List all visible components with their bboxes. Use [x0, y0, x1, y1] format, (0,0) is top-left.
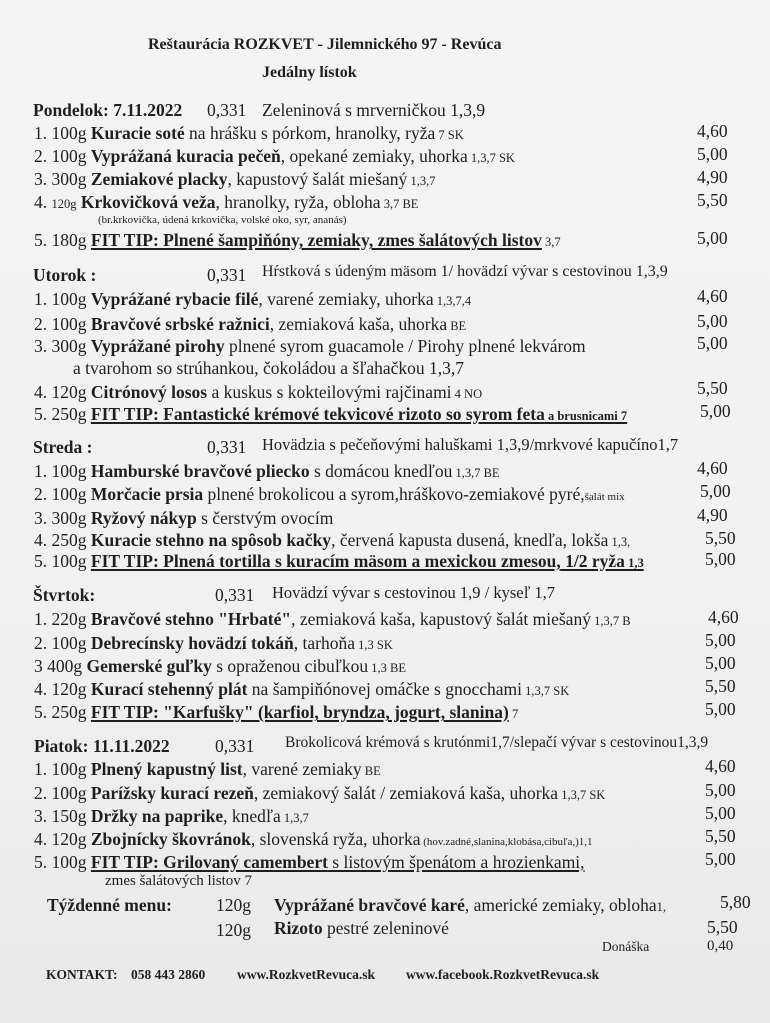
item-name: Zbojnícky škovránok [90, 829, 251, 849]
item-allergens: 1,3 SK [355, 638, 393, 652]
item-weight: 180g [51, 230, 87, 250]
item-name: Ryžový nákyp [90, 508, 197, 528]
item-allergens: 7 [508, 707, 519, 721]
item-number: 2. [34, 146, 48, 166]
menu-item-fit-tip [34, 404, 627, 425]
soup-volume: 0,331 [207, 100, 247, 120]
item-number: 4. [34, 192, 48, 212]
item-allergens: 4 NO [451, 387, 483, 401]
menu-item [34, 382, 482, 403]
item-price: 4,60 [705, 756, 736, 776]
item-allergens: 7 SK [435, 128, 464, 142]
item-price: 5,00 [700, 401, 731, 421]
menu-item-fit-tip [34, 702, 518, 723]
item-number: 3. [34, 336, 48, 356]
item-allergens: BE [361, 764, 381, 778]
menu-item [34, 146, 515, 167]
menu-item-fit-tip [34, 230, 561, 251]
item-price: 5,00 [697, 144, 728, 164]
item-side: , varené zemiaky, uhorka [258, 289, 434, 309]
menu-item [34, 461, 500, 482]
item-number: 5. [34, 551, 48, 571]
menu-item [34, 609, 631, 630]
item-weight: 250g [51, 530, 87, 550]
item-side: na hrášku s pórkom, hranolky, ryža [184, 123, 436, 143]
item-side: s domácou knedľou [309, 461, 453, 481]
item-side: , tarhoňa [293, 633, 356, 653]
item-name: Bravčové stehno "Hrbaté" [90, 609, 292, 629]
soup-volume: 0,331 [207, 437, 247, 457]
item-name: FIT TIP: "Karfušky" (karfiol, bryndza, jogurt, slanina) [90, 702, 509, 722]
item-weight: 100g [51, 852, 87, 872]
item-name: Kuracie stehno na spôsob kačky [90, 530, 332, 550]
item-name: Vyprážané pirohy [90, 336, 225, 356]
day-label: Streda : [33, 437, 93, 457]
item-side: na šampiňónovej omáčke s gnocchami [247, 679, 522, 699]
weekly-menu-label: Týždenné menu: [47, 895, 172, 915]
item-allergens: 1,3,7 SK [522, 684, 570, 698]
day-label: Utorok : [33, 265, 97, 285]
item-allergens: 1,3 BE [368, 661, 407, 675]
contact-facebook-link[interactable]: www.facebook.RozkvetRevuca.sk [406, 967, 600, 982]
restaurant-header: Reštaurácia ROZKVET - Jilemnického 97 - Revúca [148, 36, 502, 53]
item-number: 4. [34, 382, 48, 402]
menu-item [34, 192, 418, 213]
weekly-item-weight: 120g [216, 920, 251, 940]
item-side: plnené brokolicou a syrom,hráškovo-zemiakové pyré, [203, 484, 585, 504]
soup-volume: 0,331 [215, 585, 255, 605]
item-price: 5,00 [705, 780, 736, 800]
menu-item [34, 484, 625, 505]
item-price: 5,00 [705, 549, 736, 569]
item-price: 4,90 [697, 505, 728, 525]
item-name: Hamburské bravčové pliecko [90, 461, 310, 481]
contact-website-link[interactable]: www.RozkvetRevuca.sk [237, 967, 375, 982]
item-side: s opraženou cibuľkou [211, 656, 369, 676]
menu-item [34, 656, 406, 677]
menu-item [34, 289, 471, 310]
item-number: 1. [34, 609, 48, 629]
item-price: 5,50 [705, 676, 736, 696]
item-number: 5. [34, 852, 48, 872]
item-number: 2. [34, 484, 48, 504]
item-price: 5,80 [720, 892, 751, 912]
item-allergens: 1,3,7 [280, 811, 309, 825]
item-weight: 300g [51, 336, 87, 356]
item-side: , knedľa [223, 806, 281, 826]
delivery-price: 0,40 [707, 938, 734, 954]
weekly-item [274, 918, 449, 939]
item-weight: 120g [51, 197, 77, 211]
item-side: s čerstvým ovocím [196, 508, 334, 528]
item-price: 5,50 [697, 378, 728, 398]
item-note: zmes šalátových listov 7 [105, 873, 253, 889]
item-number: 1. [34, 461, 48, 481]
menu-item [34, 829, 593, 850]
soup-of-the-day: Hŕstková s údeným mäsom 1/ hovädzí vývar s cestovinou 1,3,9 [262, 263, 668, 280]
item-name: Vyprážaná kuracia pečeň [90, 146, 281, 166]
menu-item [34, 679, 569, 700]
soup-volume: 0,331 [207, 265, 247, 285]
item-allergens: 3,7 [541, 235, 561, 249]
item-weight: 300g [51, 508, 87, 528]
item-note: (br.krkovička, údená krkovička, volské oko, syr, ananás) [98, 214, 347, 226]
item-name: Debrecínsky hovädzí tokáň [90, 633, 294, 653]
item-side: , zemiakový šalát / zemiaková kaša, uhorka [253, 783, 559, 803]
item-number: 3. [34, 806, 48, 826]
item-price: 5,50 [705, 528, 736, 548]
item-weight: 120g [51, 679, 87, 699]
contact-label: KONTAKT: [46, 967, 118, 982]
item-side: pestré zeleninové [322, 918, 449, 938]
item-number: 4. [34, 829, 48, 849]
item-weight: 220g [51, 609, 87, 629]
item-name: Parížsky kurací rezeň [90, 783, 254, 803]
item-allergens: 3,7 BE [380, 197, 419, 211]
item-side: 1/2 ryža [560, 551, 625, 571]
day-label: Štvrtok: [33, 585, 96, 605]
item-number: 3. [34, 169, 48, 189]
item-weight: 100g [51, 759, 87, 779]
item-allergens: BE [447, 319, 467, 333]
item-name: Kurací stehenný plát [90, 679, 248, 699]
item-number: 3 [34, 656, 43, 676]
menu-item [34, 783, 605, 804]
item-number: 4. [34, 679, 48, 699]
item-allergens: 1,3,7,4 [433, 294, 472, 308]
item-side: , varené zemiaky [242, 759, 362, 779]
menu-item [34, 530, 630, 551]
item-allergens: 1,3,7 SK [558, 788, 606, 802]
item-allergens: 1,3,7 SK [467, 151, 515, 165]
item-number: 2. [34, 783, 48, 803]
item-number: 4. [34, 530, 48, 550]
item-side: a kuskus s kokteilovými rajčinami [207, 382, 452, 402]
soup-of-the-day: Zeleninová s mrverničkou 1,3,9 [262, 100, 486, 120]
item-price: 4,60 [697, 458, 728, 478]
item-name: Kuracie soté [90, 123, 185, 143]
item-side: , slovenská ryža, uhorka [250, 829, 421, 849]
item-name: Vyprážané rybacie filé [90, 289, 259, 309]
menu-item [34, 759, 381, 780]
item-allergens: 1,3 [624, 556, 644, 570]
item-side: , americké zemiaky, obloha [464, 895, 657, 915]
weekly-item-weight: 120g [216, 895, 251, 915]
item-name: Plnený kapustný list [90, 759, 243, 779]
menu-item-fit-tip [34, 852, 585, 873]
soup-of-the-day: Hovädzia s pečeňovými haluškami 1,3,9/mrkvové kapučíno1,7 [262, 435, 679, 454]
item-side: , zemiaková kaša, kapustový šalát miešaný [291, 609, 591, 629]
item-side: , zemiaková kaša, uhorka [269, 314, 448, 334]
item-number: 1. [34, 759, 48, 779]
item-weight: 400g [47, 656, 83, 676]
item-weight: 150g [51, 806, 87, 826]
item-name: FIT TIP: Grilovaný camembert [90, 852, 328, 872]
delivery-label: Donáška [602, 939, 650, 954]
item-number: 5. [34, 230, 48, 250]
item-side: , hranolky, ryža, obloha [215, 192, 381, 212]
item-name: Gemerské guľky [86, 656, 212, 676]
item-weight: 100g [51, 551, 87, 571]
item-price: 5,00 [700, 481, 731, 501]
soup-of-the-day: Brokolicová krémová s krutónmi1,7/slepačí vývar s cestovinou1,3,9 [285, 734, 709, 751]
item-allergens: 1, [656, 900, 666, 914]
item-name: FIT TIP: Fantastické krémové tekvicové rizoto so syrom feta [90, 404, 545, 424]
menu-item [34, 633, 393, 654]
item-name: Zemiakové placky [90, 169, 228, 189]
item-name: Držky na paprike [90, 806, 224, 826]
item-price: 5,00 [705, 630, 736, 650]
item-price: 5,50 [705, 826, 736, 846]
menu-item [34, 169, 435, 190]
item-weight: 300g [51, 169, 87, 189]
item-name: FIT TIP: Plnené šampiňóny, zemiaky, zmes šalátových listov [90, 230, 542, 250]
item-price: 4,60 [697, 286, 728, 306]
item-weight: 100g [51, 461, 87, 481]
menu-item [34, 508, 333, 529]
item-number: 3. [34, 508, 48, 528]
menu-item [34, 336, 586, 357]
menu-item [34, 123, 464, 144]
item-allergens: 1,3,7 B [590, 614, 631, 628]
item-weight: 100g [51, 633, 87, 653]
contact-phone: 058 443 2860 [131, 967, 206, 982]
item-number: 2. [34, 314, 48, 334]
item-price: 5,00 [705, 653, 736, 673]
menu-item-fit-tip [34, 551, 644, 572]
menu-item [34, 806, 309, 827]
item-price: 4,60 [708, 607, 739, 627]
item-price: 5,00 [697, 311, 728, 331]
item-weight: 250g [51, 404, 87, 424]
item-allergens: 1,3,7 [407, 174, 436, 188]
item-note: a tvarohom so strúhankou, čokoládou a šľahačkou 1,3,7 [73, 358, 465, 378]
item-number: 2. [34, 633, 48, 653]
item-price: 5,00 [697, 228, 728, 248]
item-name: FIT TIP: Plnená tortilla s kuracím mäsom a mexickou zmesou, [90, 551, 561, 571]
item-price: 5,50 [697, 190, 728, 210]
item-weight: 100g [51, 123, 87, 143]
item-name: Morčacie prsia [90, 484, 204, 504]
item-weight: 120g [51, 382, 87, 402]
item-weight: 100g [51, 314, 87, 334]
item-side: s listovým špenátom a hrozienkami, [327, 852, 585, 872]
menu-title: Jedálny lístok [262, 64, 357, 81]
menu-item [34, 314, 466, 335]
soup-of-the-day: Hovädzí vývar s cestovinou 1,9 / kyseľ 1,7 [272, 583, 556, 602]
soup-volume: 0,331 [215, 736, 255, 756]
item-weight: 120g [51, 829, 87, 849]
item-price: 4,60 [697, 121, 728, 141]
item-number: 1. [34, 289, 48, 309]
item-name: Vyprážané bravčové karé [274, 895, 465, 915]
item-weight: 100g [51, 484, 87, 504]
weekly-item [274, 895, 666, 916]
item-number: 1. [34, 123, 48, 143]
item-price: 5,00 [705, 803, 736, 823]
item-name: Krkovičková veža [80, 192, 216, 212]
item-weight: 100g [51, 289, 87, 309]
item-allergens: (hov.zadné,slanina,klobása,cibuľa,)1,1 [420, 836, 593, 848]
item-price: 5,00 [697, 333, 728, 353]
item-allergens: šalát mix [584, 491, 625, 503]
item-allergens: 1,3,7 BE [452, 466, 500, 480]
item-side: plnené syrom guacamole / Pirohy plnené lekvárom [224, 336, 586, 356]
item-price: 5,00 [705, 849, 736, 869]
item-name: Rizoto [274, 918, 323, 938]
item-price: 4,90 [697, 167, 728, 187]
item-price: 5,50 [707, 917, 738, 937]
item-allergens: a brusnicami 7 [544, 409, 628, 423]
item-side: , opekané zemiaky, uhorka [280, 146, 468, 166]
item-number: 5. [34, 404, 48, 424]
item-weight: 100g [51, 146, 87, 166]
item-name: Bravčové srbské ražnici [90, 314, 270, 334]
item-side: , kapustový šalát miešaný [227, 169, 408, 189]
item-allergens: 1,3, [608, 535, 631, 549]
item-weight: 100g [51, 783, 87, 803]
item-side: , červená kapusta dusená, knedľa, lokša [331, 530, 609, 550]
day-label: Pondelok: 7.11.2022 [33, 100, 183, 120]
item-weight: 250g [51, 702, 87, 722]
item-name: Citrónový losos [90, 382, 208, 402]
item-price: 5,00 [705, 699, 736, 719]
day-label: Piatok: 11.11.2022 [34, 736, 170, 756]
item-number: 5. [34, 702, 48, 722]
